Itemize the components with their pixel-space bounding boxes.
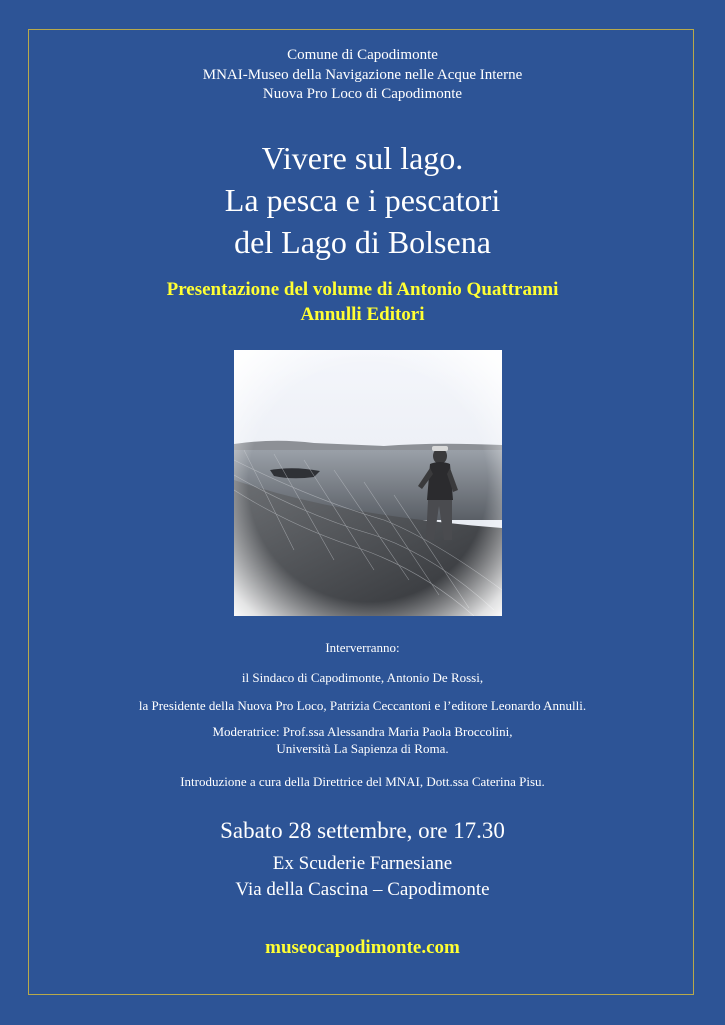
speaker-president-publisher: la Presidente della Nuova Pro Loco, Patrizia Ceccantoni e l’editore Leonardo Annulli.: [138, 698, 587, 713]
speakers-heading: Interverranno:: [325, 640, 400, 655]
event-date-time: Sabato 28 settembre, ore 17.30: [220, 818, 505, 843]
title-line-2: La pesca e i pescatori: [224, 182, 501, 218]
event-location: [0, 851, 725, 903]
organizer-pro-loco: Nuova Pro Loco di Capodimonte: [262, 86, 463, 102]
organizer-comune: Comune di Capodimonte: [287, 47, 438, 63]
speaker-mayor: il Sindaco di Capodimonte, Antonio De Rossi,: [241, 670, 484, 685]
introduction-line: Introduzione a cura della Direttrice del MNAI, Dott.ssa Caterina Pisu.: [180, 774, 545, 789]
organizer-museum: MNAI-Museo della Navigazione nelle Acque Interne: [202, 66, 523, 83]
fisherman-photo: [234, 350, 502, 616]
event-venue: Ex Scuderie Farnesiane: [272, 853, 453, 874]
moderator-affiliation: Università La Sapienza di Roma.: [276, 741, 449, 756]
presentation-author: Presentazione del volume di Antonio Quattranni: [166, 279, 559, 300]
moderator-block: [0, 723, 725, 757]
organizers-block: [0, 46, 725, 105]
website-link[interactable]: museocapodimonte.com: [265, 937, 460, 958]
photo-vignette: [234, 350, 502, 616]
moderator-name: Moderatrice: Prof.ssa Alessandra Maria Paola Broccolini,: [212, 724, 513, 739]
title-line-3: del Lago di Bolsena: [234, 224, 491, 260]
title-line-1: Vivere sul lago.: [261, 140, 464, 176]
event-address: Via della Cascina – Capodimonte: [235, 879, 490, 900]
event-title: [0, 137, 725, 263]
presentation-block: [0, 277, 725, 327]
presentation-publisher: Annulli Editori: [300, 304, 425, 325]
